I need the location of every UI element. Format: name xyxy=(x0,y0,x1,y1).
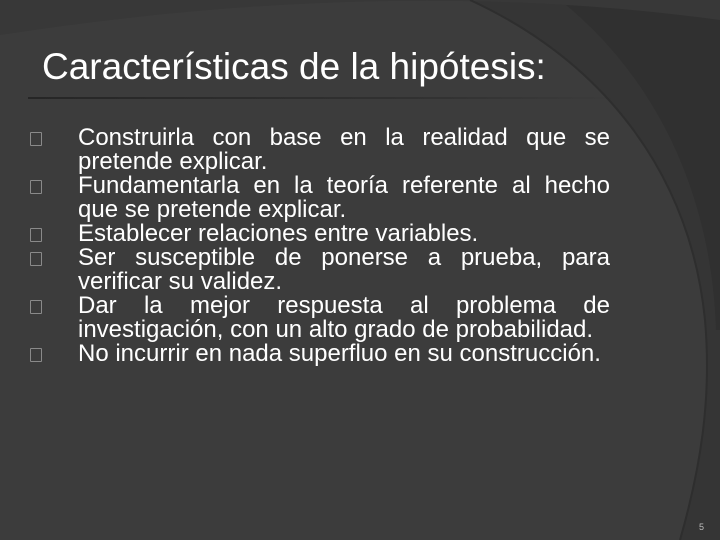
bullet-item xyxy=(30,126,610,174)
bullet-item xyxy=(30,294,610,342)
missing-glyph-box-icon xyxy=(30,180,42,194)
slide-title: Características de la hipótesis: xyxy=(42,46,546,87)
bullet-item xyxy=(30,174,610,222)
bullet-text: Establecer relaciones entre variables. xyxy=(78,220,479,247)
bullet-item xyxy=(30,342,610,366)
missing-glyph-box-icon xyxy=(30,252,42,266)
bullet-text: Construirla con base en la realidad que se pretende explicar. xyxy=(78,124,610,175)
missing-glyph-box-icon xyxy=(30,228,42,242)
bullet-text: Fundamentarla en la teoría referente al hecho que se pretende explicar. xyxy=(78,172,610,223)
title-underline xyxy=(28,97,618,99)
missing-glyph-box-icon xyxy=(30,348,42,362)
bullet-item xyxy=(30,246,610,294)
bullet-text: No incurrir en nada superfluo en su construcción. xyxy=(78,340,601,367)
missing-glyph-box-icon xyxy=(30,300,42,314)
bullet-item xyxy=(30,222,610,246)
slide-number: 5 xyxy=(698,522,704,532)
bullet-text: Ser susceptible de ponerse a prueba, para verificar su validez. xyxy=(78,244,610,295)
bullet-list xyxy=(30,126,610,366)
missing-glyph-box-icon xyxy=(30,132,42,146)
bullet-text: Dar la mejor respuesta al problema de investigación, con un alto grado de probabilidad. xyxy=(78,292,610,343)
